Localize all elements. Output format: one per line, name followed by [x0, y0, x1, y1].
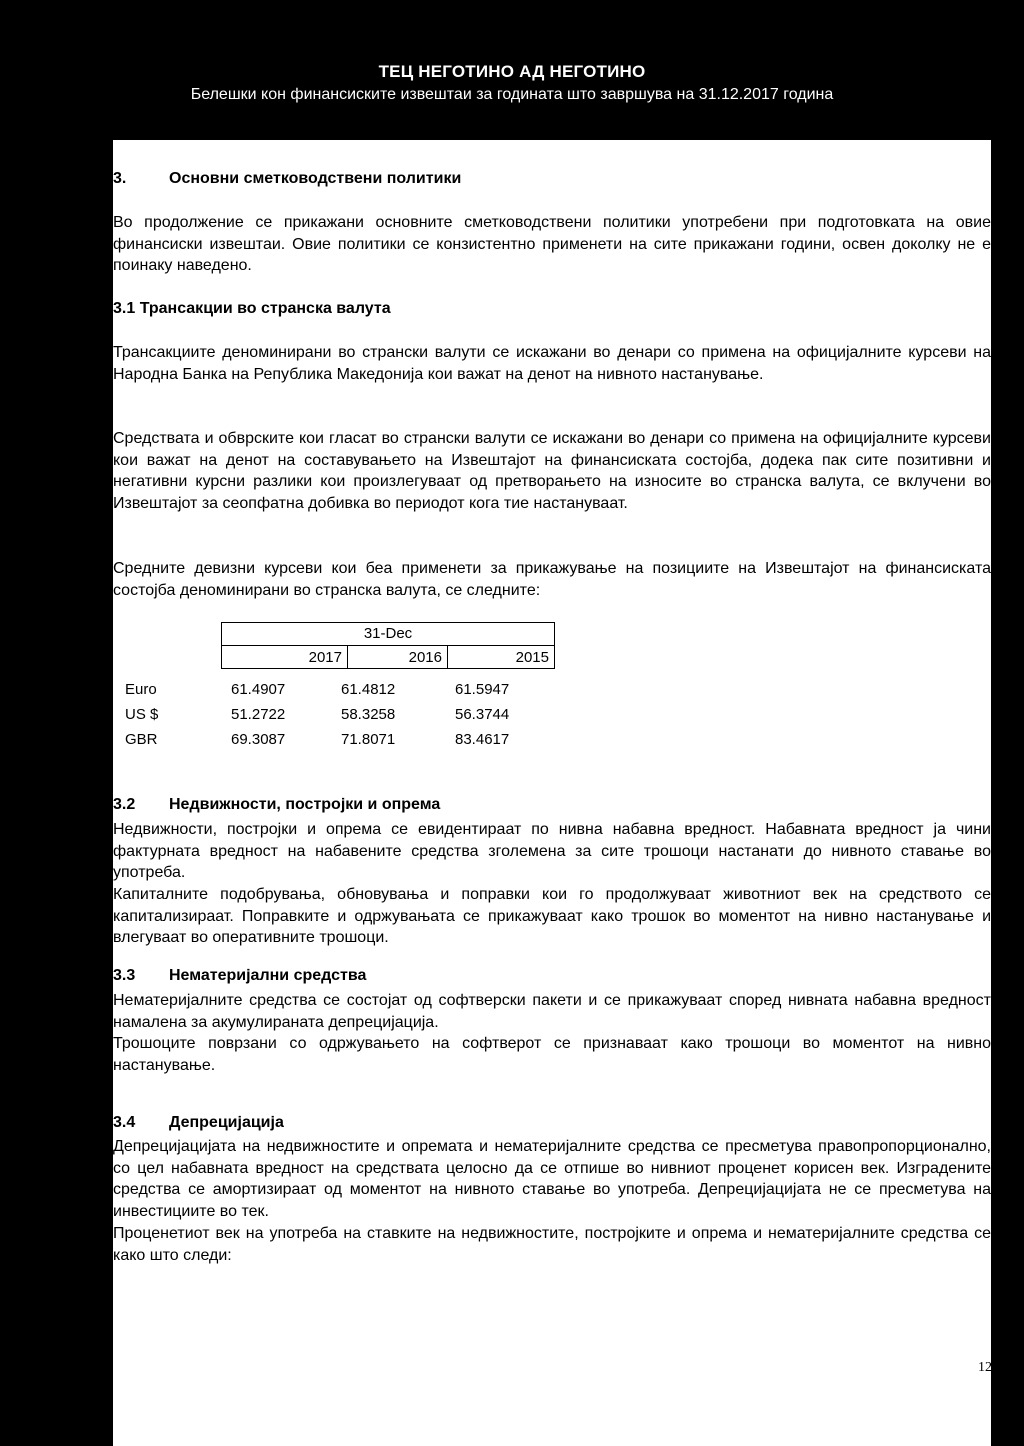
currency-label: US $ [125, 706, 159, 723]
section-3-4-number: 3.4 [113, 1114, 136, 1131]
section-3-2-heading [113, 796, 440, 814]
year-header: 2017 [308, 649, 342, 666]
section-3-1-paragraph-3: Средните девизни курсеви кои беа применети за прикажување на позициите на Извештајот на финансиската состојба деноминирани во странска валута, се следните: [113, 560, 991, 599]
rate-value: 51.2722 [231, 706, 286, 723]
section-3-4-title: Депрецијација [169, 1114, 284, 1131]
currency-label: GBR [125, 731, 158, 748]
exchange-rate-table [113, 622, 573, 752]
table-header-date: 31-Dec [363, 625, 413, 642]
section-3-4-paragraph-1: Депрецијацијата на недвижностите и опремата и нематеријалните средства се пресметува правопропорционално, со цел набавната вредност на средствата целосно да се отпише во нивниот проценет корисен век. Изградените средства се амортизираат од моментот на нивното ставање во употреба. Депрецијацијата не се пресметува на инвестициите во тек. [113, 1138, 991, 1221]
section-3-3-title: Нематеријални средства [169, 967, 367, 984]
year-header: 2016 [408, 649, 442, 666]
section-3-3-paragraph-1: Нематеријалните средства се состојат од софтверски пакети и се прикажуваат според нивната набавна вредност намалена за акумулираната депрецијација. [113, 992, 991, 1031]
rate-value: 61.5947 [455, 681, 510, 698]
section-3-title: Основни сметководствени политики [169, 170, 462, 187]
section-3-3-paragraph-2: Трошоците поврзани со одржувањето на софтверот се признаваат како трошоци во моментот на нивно настанување. [113, 1035, 991, 1074]
document-body [113, 140, 991, 1446]
section-3-2-paragraph-1: Недвижности, постројки и опрема се евидентираат по нивна набавна вредност. Набавната вредност ја чини фактурната вредност на набавените средства зголемена за сите трошоци настанати до нивното ставање во употреба. [113, 821, 991, 882]
rate-value: 71.8071 [341, 731, 396, 748]
section-3-1-heading: 3.1 Трансакции во странска валута [113, 300, 391, 317]
section-3-4-paragraph-2: Проценетиот век на употреба на ставките на недвижностите, постројките и опрема и нематеријалните средства се како што следи: [113, 1225, 991, 1264]
section-3-2-number: 3.2 [113, 796, 136, 813]
rate-value: 69.3087 [231, 731, 286, 748]
document-subtitle: Белешки кон финансиските извештаи за годината што завршува на 31.12.2017 година [190, 86, 834, 103]
section-3-4-heading [113, 1114, 284, 1132]
section-3-1-paragraph-1: Трансакциите деноминирани во странски валути се искажани во денари со примена на официјалните курсеви на Народна Банка на Република Македонија кои важат на денот на нивното настанување. [113, 344, 991, 383]
section-3-3-number: 3.3 [113, 967, 136, 984]
page-number: 12 [978, 1360, 992, 1375]
rate-value: 61.4907 [231, 681, 286, 698]
rate-value: 83.4617 [455, 731, 510, 748]
section-3-2-paragraph-2: Капиталните подобрувања, обновувања и поправки кои го продолжуваат животниот век на средството се капитализираат. Поправките и одржувањата се прикажуваат како трошок во моментот на нивно настанување и влегуваат во оперативните трошоци. [113, 886, 991, 947]
currency-label: Euro [125, 681, 157, 698]
rate-value: 58.3258 [341, 706, 396, 723]
section-3-heading [113, 170, 461, 188]
rate-value: 56.3744 [455, 706, 510, 723]
section-3-intro: Во продолжение се прикажани основните сметководствени политики употребени при подготовката на овие финансиски извештаи. Овие политики се конзистентно применети на сите прикажани години, освен доколку не е поинаку наведено. [113, 214, 991, 275]
section-3-2-title: Недвижности, постројки и опрема [169, 796, 441, 813]
section-3-3-heading [113, 967, 366, 985]
year-header: 2015 [515, 649, 549, 666]
header-band [0, 0, 1024, 140]
rate-value: 61.4812 [341, 681, 396, 698]
section-3-number: 3. [113, 170, 127, 187]
section-3-1-paragraph-2: Средствата и обврските кои гласат во странски валути се искажани во денари со примена на официјалните курсеви кои важат на денот на составувањето на Извештајот на финансиската состојба, додека пак сите позитивни и негативни курсни разлики кои произлегуваат од претворањето на износите во странска валута, се вклучени во Извештајот за сеопфатна добивка во периодот кога тие настануваат. [113, 430, 991, 513]
document-title: ТЕЦ НЕГОТИНО АД НЕГОТИНО [378, 62, 646, 81]
